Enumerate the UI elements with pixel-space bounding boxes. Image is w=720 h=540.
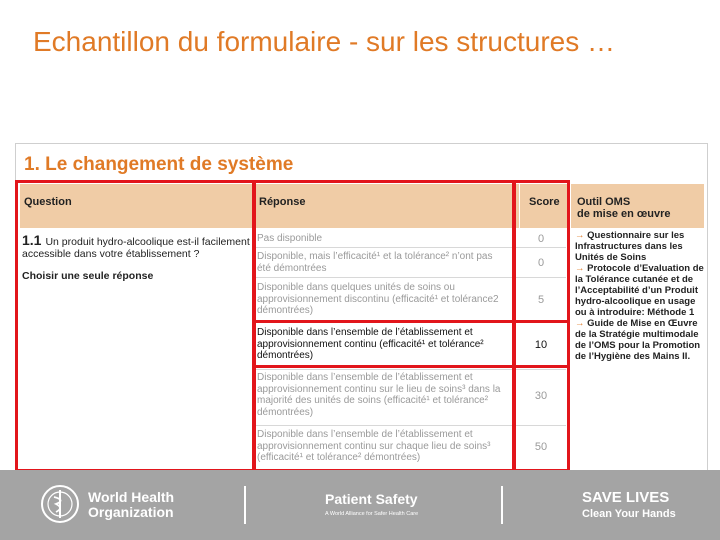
header-tool: [577, 196, 671, 220]
highlight-question-column: [15, 180, 255, 472]
question-instruction: Choisir une seule réponse: [22, 270, 154, 282]
tool-item: [575, 318, 707, 362]
header-tool-line2: de mise en œuvre: [577, 208, 671, 220]
response-score: 5: [537, 294, 545, 306]
tool-item-text: Protocole d’Evaluation de la Tolérance cutanée et de l’Acceptabilité d’un Produit hydro-alcoolique en usage ou à introduire: Méthode 1: [575, 263, 704, 318]
tool-item-text: Guide de Mise en Œuvre de la Stratégie multimodale de l’OMS pour la Promotion de l’Hygiène des Mains II.: [575, 318, 701, 362]
tool-item: [575, 263, 707, 318]
footer-divider: [501, 486, 503, 524]
slide-title: Echantillon du formulaire - sur les structures …: [33, 26, 615, 57]
question-number: 1.1: [22, 232, 42, 248]
response-score-highlighted: 10: [534, 339, 548, 351]
header-divider: [570, 184, 571, 228]
arrow-right-icon: →: [575, 230, 585, 241]
patient-safety-subtitle: A World Alliance for Safer Health Care: [325, 511, 419, 517]
response-option: Disponible dans quelques unités de soins ou approvisionnement discontinu (efficacité¹ et tolérance2 démontrées): [257, 282, 499, 316]
response-score: 0: [537, 257, 545, 269]
section-title: 1. Le changement de système: [24, 154, 294, 175]
who-emblem-icon: [40, 484, 80, 524]
highlight-selected-row: [253, 320, 570, 368]
who-name-line1: World Health: [88, 489, 175, 505]
response-score: 0: [537, 233, 545, 245]
arrow-right-icon: →: [575, 318, 585, 329]
footer-divider: [244, 486, 246, 524]
response-option: Disponible dans l’ensemble de l’établissement et approvisionnement continu sur le lieu de soins³ dans la majorité des unités de soins (efficacité¹ et tolérance² démontrées): [257, 372, 501, 418]
tool-cell: [575, 230, 707, 362]
save-lives-title: SAVE LIVES: [582, 489, 670, 506]
response-score: 50: [534, 441, 548, 453]
who-name: [88, 490, 174, 520]
header-score: Score: [529, 196, 560, 208]
tool-item: [575, 230, 707, 263]
response-option: Disponible dans l’ensemble de l’établissement et approvisionnement continu sur chaque lieu de soins³ (efficacité¹ et tolérance² démontrées): [257, 429, 491, 463]
response-option-highlighted: Disponible dans l’ensemble de l’établissement et approvisionnement continu (efficacité¹ et tolérance² démontrées): [257, 327, 484, 361]
response-option: Disponible, mais l’efficacité¹ et la tolérance² n’ont pas été démontrées: [257, 251, 493, 274]
footer-bar: [0, 470, 720, 540]
clean-hands-subtitle: Clean Your Hands: [582, 508, 676, 520]
header-question: Question: [24, 196, 72, 208]
question-text: Un produit hydro-alcoolique est-il facilement accessible dans votre établissement ?: [22, 236, 250, 260]
header-response: Réponse: [259, 196, 306, 208]
arrow-right-icon: →: [575, 263, 585, 274]
patient-safety-title: Patient Safety: [325, 491, 418, 507]
tool-item-text: Questionnaire sur les Infrastructures dans les Unités de Soins: [575, 230, 685, 263]
who-name-line2: Organization: [88, 504, 174, 520]
header-tool-line1: Outil OMS: [577, 196, 631, 208]
response-score: 30: [534, 390, 548, 402]
response-option: Pas disponible: [257, 233, 323, 244]
